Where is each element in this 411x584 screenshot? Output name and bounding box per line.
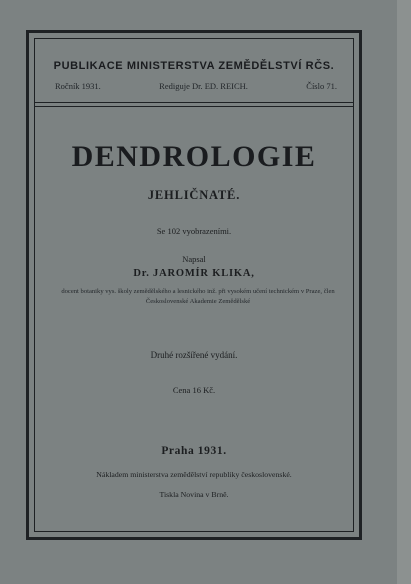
header-divider-double — [34, 106, 354, 107]
edition-note: Druhé rozšířené vydání. — [150, 350, 238, 360]
price-label: Cena 16 Kč. — [172, 385, 216, 395]
place-year: Praha 1931. — [161, 445, 227, 457]
series-publisher: PUBLIKACE MINISTERSTVA ZEMĚDĚLSTVÍ RČS. — [53, 60, 335, 72]
book-title: DENDROLOGIE — [71, 140, 317, 173]
written-by-label: Napsal — [182, 254, 206, 264]
book-subtitle: JEHLIČNATÉ. — [147, 188, 241, 202]
header-divider — [34, 102, 354, 103]
issue-number: Číslo 71. — [306, 81, 337, 91]
volume-year: Ročník 1931. — [55, 81, 101, 91]
series-meta-row — [55, 81, 337, 91]
publisher-line: Nákladem ministerstva zemědělství republiky československé. — [96, 470, 292, 479]
paper-edge — [397, 0, 411, 584]
printer-line: Tiskla Novina v Brně. — [159, 490, 229, 499]
author-description: docent botaniky vys. školy zemědělského a lesnického inž. při vysokém učení technickém v Praze, člen Československé Akademie Zemědělské — [61, 288, 335, 305]
inner-border-frame — [34, 38, 354, 532]
illustrations-note: Se 102 vyobrazeními. — [156, 226, 232, 236]
author-name: Dr. JAROMÍR KLIKA, — [133, 268, 255, 279]
editor: Rediguje Dr. ED. REICH. — [159, 81, 248, 91]
